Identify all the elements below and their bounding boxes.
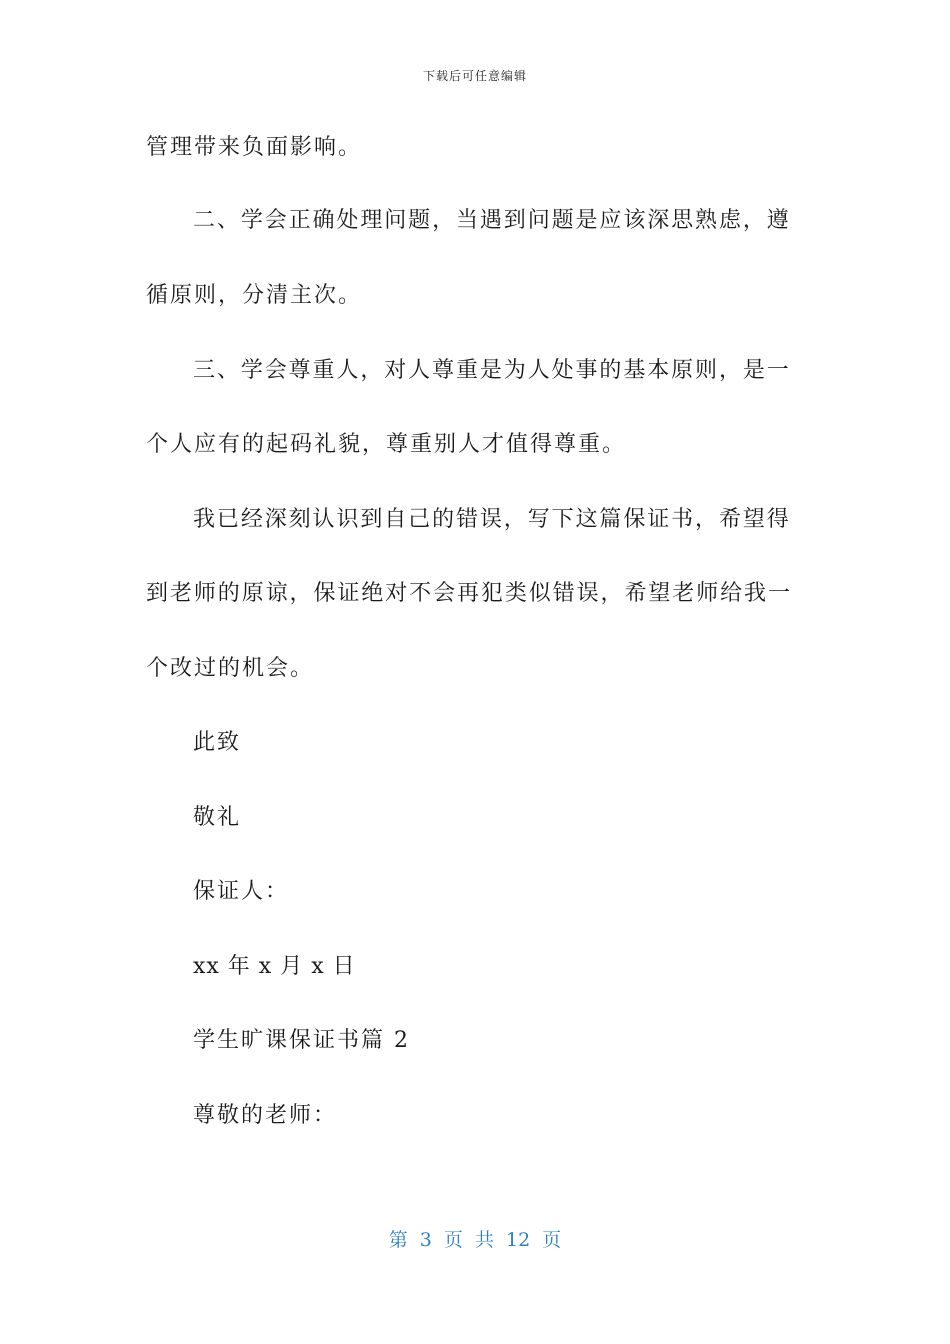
page-number: 第 3 页 共 12 页 (388, 1229, 562, 1251)
paragraph-line: 管理带来负面影响。 (146, 135, 363, 160)
page-header-note: 下载后可任意编辑 (422, 69, 527, 83)
paragraph-line: 个人应有的起码礼貌，尊重别人才值得尊重。 (146, 432, 627, 457)
paragraph-line: 到 老 师 的 原 谅 ， 保 证 绝 对 不 会 再 犯 类 似 错 误 ， 希 望 老 师 给 我 一 (146, 581, 790, 606)
date-line: xx 年 x 月 x 日 (193, 954, 356, 979)
greeting-line: 尊敬的老师： (193, 1103, 338, 1128)
closing-regards: 敬礼 (193, 805, 242, 830)
paragraph-line: 我 已 经 深 刻 认 识 到 自 己 的 错 误 ， 写 下 这 篇 保 证 书 ， 希 望 得 (193, 507, 789, 532)
closing-salutation: 此致 (193, 730, 242, 755)
section-title: 学生旷课保证书篇 2 (193, 1028, 410, 1053)
paragraph-line: 循原则，分清主次。 (146, 283, 363, 308)
paragraph-line: 三 、 学 会 尊 重 人 ， 对 人 尊 重 是 为 人 处 事 的 基 本 原 则 ， 是 一 (193, 358, 789, 383)
guarantor-label: 保证人： (193, 879, 290, 904)
paragraph-line: 个改过的机会。 (146, 656, 315, 681)
paragraph-line: 二 、 学 会 正 确 处 理 问 题 ， 当 遇 到 问 题 是 应 该 深 思 熟 虑 ， 遵 (193, 208, 789, 233)
